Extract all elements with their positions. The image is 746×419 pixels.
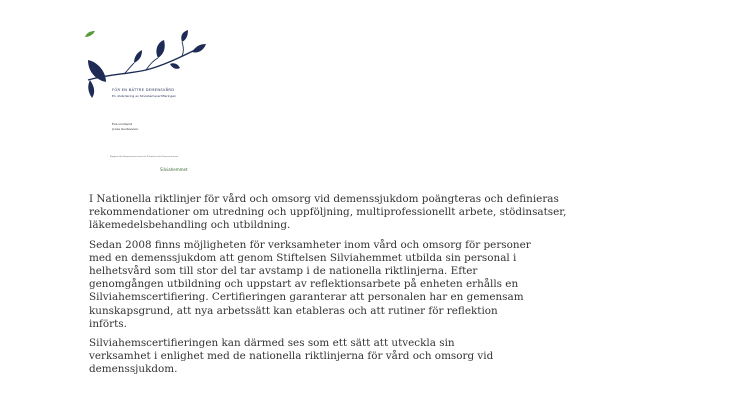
text-line: I Nationella riktlinjer för vård och omsorg vid demenssjukdom poängteras och definieras bbox=[89, 193, 559, 205]
text-line: rekommendationer om utredning och uppföljning, multiprofessionellt arbete, stödinsatser, bbox=[89, 206, 567, 219]
cover-author: Jonas Gustavsson bbox=[112, 127, 139, 131]
paragraph bbox=[89, 193, 589, 233]
cover-author: Eva Lindqvist bbox=[112, 122, 133, 126]
paragraph bbox=[89, 337, 589, 377]
text-line: verksamhet i enlighet med de nationella riktlinjerna för vård och omsorg vid bbox=[89, 350, 494, 363]
text-line: helhetsvård som till stor del tar avstamp i de nationella riktlinjerna. Efter bbox=[89, 265, 478, 278]
paragraph bbox=[89, 239, 589, 331]
text-line: demenssjukdom. bbox=[89, 363, 178, 376]
leaf-icon bbox=[84, 30, 96, 38]
text-line: genomgången utbildning och uppstart av reflektionsarbete på enheten erhålls en bbox=[89, 278, 519, 291]
cover-title: FÖR EN BÄTTRE DEMENSVÅRD bbox=[112, 88, 175, 92]
publisher-logo-text: Silviahemmet bbox=[160, 167, 188, 172]
document-body bbox=[89, 193, 589, 383]
report-cover-thumbnail bbox=[84, 30, 206, 178]
text-line: införts. bbox=[89, 317, 127, 330]
cover-footer-text: Rapport från Kompetenscentrum för Silviahem och Demenscentrum bbox=[110, 156, 179, 158]
text-line: med en demenssjukdom att genom Stiftelsen Silviahemmet utbilda sin personal i bbox=[89, 251, 517, 264]
text-line: Silviahemscertifiering. Certifieringen garanterar att personalen har en gemensam bbox=[89, 291, 524, 304]
text-line: kunskapsgrund, att nya arbetssätt kan etableras och att rutiner för reflektion bbox=[89, 304, 498, 317]
text-line: Silviahemscertifieringen kan därmed ses som ett sätt att utveckla sin bbox=[89, 337, 455, 350]
cover-subtitle: En utvärdering av Silviahemscertifieringen bbox=[112, 94, 177, 98]
text-line: läkemedelsbehandling och utbildning. bbox=[89, 219, 291, 232]
text-line: Sedan 2008 finns möjligheten för verksamheter inom vård och omsorg för personer bbox=[89, 238, 531, 251]
